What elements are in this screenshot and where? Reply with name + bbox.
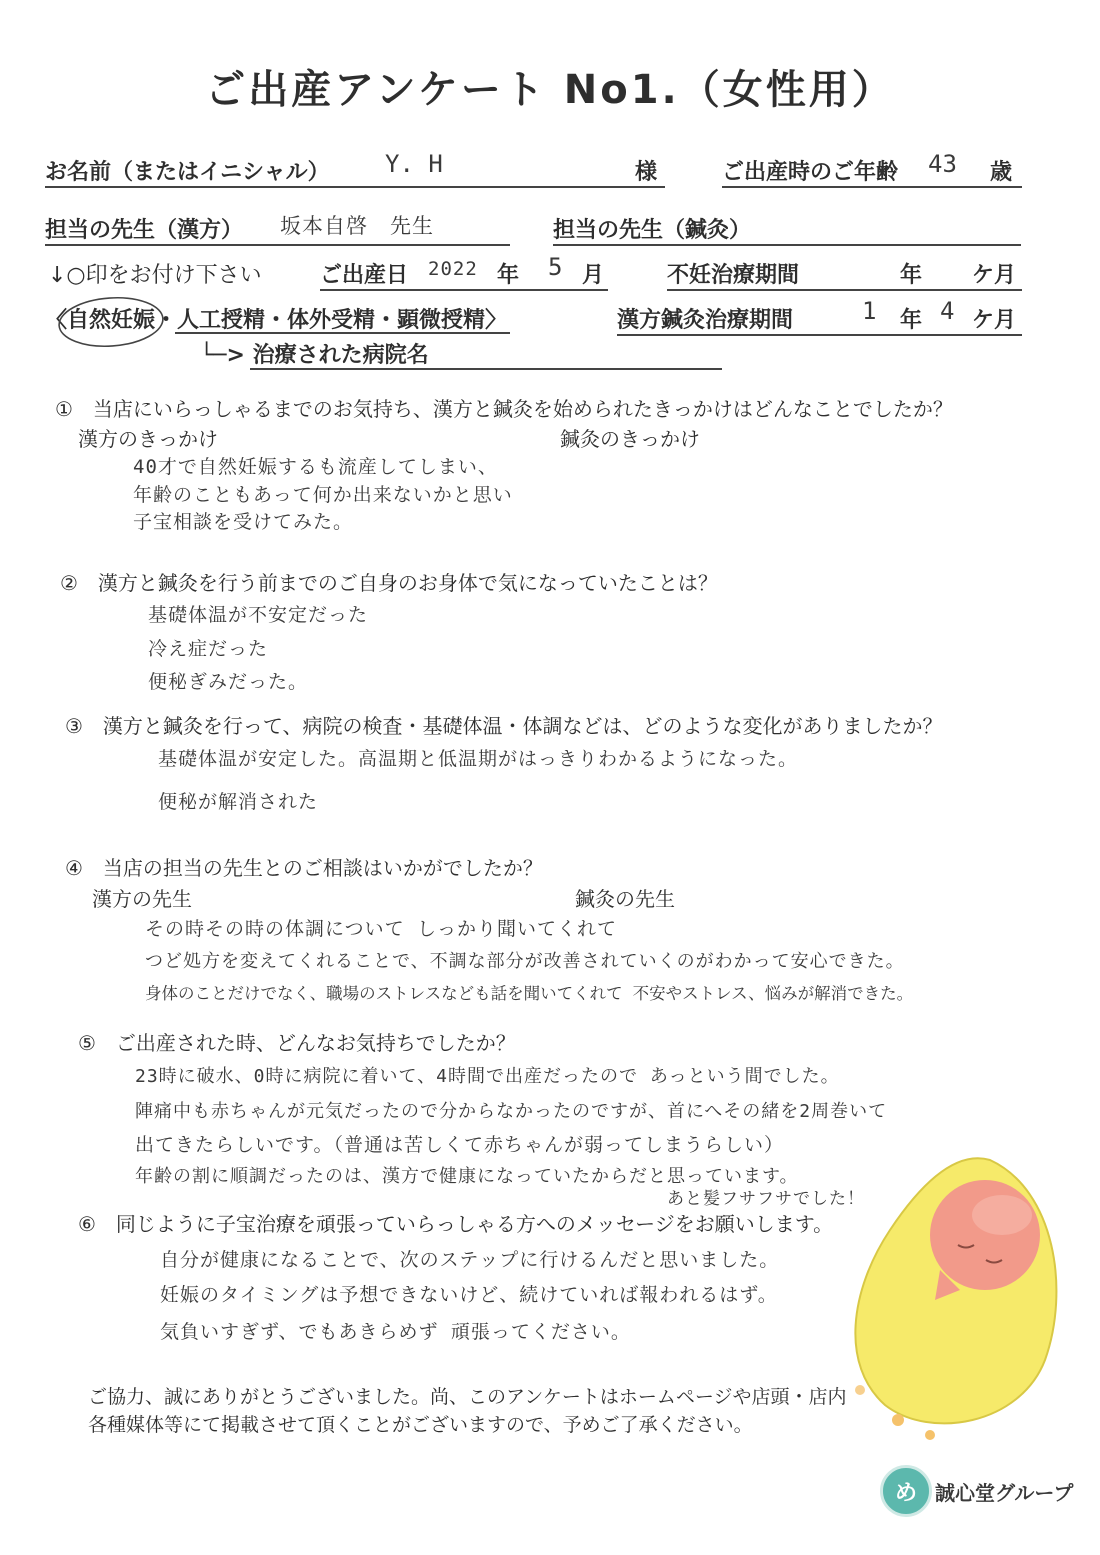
footer-line-1: ご協力、誠にありがとうございました。尚、このアンケートはホームページや店頭・店内 <box>88 1386 847 1408</box>
q1-answer-3: 子宝相談を受けてみた。 <box>133 511 354 533</box>
pregnancy-options-underline <box>175 332 510 334</box>
q3-answer-1: 基礎体温が安定した。高温期と低温期がはっきりわかるようになった。 <box>158 748 799 770</box>
pregnancy-options: 〈自然妊娠・人工授精・体外受精・顕微授精〉 <box>45 308 508 333</box>
q3-answer-2: 便秘が解消された <box>158 791 319 813</box>
name-label: お名前（またはイニシャル） <box>45 160 330 185</box>
q5-answer-4: 年齢の割に順調だったのは、漢方で健康になっていたからだと思っています。 <box>135 1166 799 1187</box>
age-label: ご出産時のご年齢 <box>722 160 899 185</box>
teacher-acu-label: 担当の先生（鍼灸） <box>553 218 752 243</box>
q1-answer-1: 40才で自然妊娠するも流産してしまい、 <box>133 456 498 478</box>
q6-question: ⑥ 同じように子宝治療を頑張っていらっしゃる方へのメッセージをお願いします。 <box>78 1212 834 1236</box>
q4-question: ④ 当店の担当の先生とのご相談はいかがでしたか？ <box>65 856 543 880</box>
q2-question: ② 漢方と鍼灸を行う前までのご自身のお身体で気になっていたことは？ <box>60 571 718 595</box>
q2-answer-2: 冷え症だった <box>148 638 269 660</box>
kampo-period-underline <box>617 334 1022 336</box>
mark-instruction: ↓○印をお付け下さい <box>48 263 262 288</box>
footer-line-2: 各種媒体等にて掲載させて頂くことがございますので、予めご了承ください。 <box>88 1414 753 1436</box>
infertility-period-underline <box>667 289 1022 291</box>
q2-answer-3: 便秘ぎみだった。 <box>148 671 309 693</box>
kampo-year-value: 1 <box>862 297 877 325</box>
birth-date-underline <box>320 289 608 291</box>
selection-circle <box>55 292 170 354</box>
kampo-year-unit: 年 <box>900 308 923 333</box>
name-suffix: 様 <box>635 160 658 185</box>
kampo-month-value: 4 <box>940 297 955 325</box>
q1-kampo-label: 漢方のきっかけ <box>78 427 218 451</box>
birth-month-value: 5 <box>548 253 563 281</box>
baby-egg-illustration <box>840 1150 1080 1450</box>
infertility-month-unit: ケ月 <box>972 263 1017 288</box>
teacher-kampo-label: 担当の先生（漢方） <box>45 218 244 243</box>
infertility-period-label: 不妊治療期間 <box>667 263 800 288</box>
infertility-year-unit: 年 <box>900 263 923 288</box>
q4-answer-2: つど処方を変えてくれることで、不調な部分が改善されていくのがわかって安心できた。 <box>145 951 905 972</box>
brand-logo-mark: め <box>894 1480 917 1506</box>
q6-answer-2: 妊娠のタイミングは予想できないけど、続けていれば報われるはず。 <box>160 1284 778 1306</box>
teacher-kampo-value: 坂本自啓 先生 <box>280 214 434 238</box>
q4-answer-1: その時その時の体調について しっかり聞いてくれて <box>145 918 618 940</box>
q1-answer-2: 年齢のこともあって何か出来ないかと思い <box>133 484 513 506</box>
q6-answer-3: 気負いすぎず、でもあきらめず 頑張ってください。 <box>160 1321 631 1343</box>
age-underline <box>722 186 1022 188</box>
age-value: 43 <box>928 150 957 178</box>
q5-answer-2: 陣痛中も赤ちゃんが元気だったので分からなかったのですが、首にへその緒を2周巻いて <box>135 1101 888 1122</box>
q4-answer-3: 身体のことだけでなく、職場のストレスなども話を聞いてくれて 不安やストレス、悩みが解消できた。 <box>145 984 914 1003</box>
q5-question: ⑤ ご出産された時、どんなお気持ちでしたか？ <box>78 1031 516 1055</box>
teacher-acu-underline <box>553 244 1021 246</box>
q6-answer-1: 自分が健康になることで、次のステップに行けるんだと思いました。 <box>160 1249 780 1271</box>
q5-answer-3: 出てきたらしいです。（普通は苦しくて赤ちゃんが弱ってしまうらしい） <box>135 1134 784 1156</box>
birth-date-label: ご出産日 <box>320 263 409 288</box>
kampo-period-label: 漢方鍼灸治療期間 <box>617 308 794 333</box>
teacher-kampo-underline <box>45 244 510 246</box>
brand-logo <box>880 1465 932 1517</box>
q1-question: ① 当店にいらっしゃるまでのお気持ち、漢方と鍼灸を始められたきっかけはどんなことでしたか？ <box>55 397 953 421</box>
brand-name: 誠心堂グループ <box>935 1481 1074 1505</box>
age-unit: 歳 <box>990 160 1013 185</box>
birth-year-value: 2022 <box>428 258 478 280</box>
q4-acu-label: 鍼灸の先生 <box>575 887 675 911</box>
q5-note: あと髪フサフサでした！ <box>667 1189 865 1209</box>
q4-kampo-label: 漢方の先生 <box>92 887 192 911</box>
birth-year-unit: 年 <box>497 263 520 288</box>
page-title: ご出産アンケート No1.（女性用） <box>205 67 895 113</box>
q1-acu-label: 鍼灸のきっかけ <box>560 427 700 451</box>
q5-answer-1: 23時に破水、0時に病院に着いて、4時間で出産だったので あっという間でした。 <box>135 1066 840 1087</box>
q2-answer-1: 基礎体温が不安定だった <box>148 604 369 626</box>
hospital-label: └─> 治療された病院名 <box>200 343 429 368</box>
hospital-underline <box>250 368 722 370</box>
kampo-month-unit: ケ月 <box>972 308 1017 333</box>
birth-month-unit: 月 <box>582 263 605 288</box>
name-underline <box>45 186 665 188</box>
q3-question: ③ 漢方と鍼灸を行って、病院の検査・基礎体温・体調などは、どのような変化がありましたか？ <box>65 714 943 738</box>
name-value: Y. H <box>385 150 443 178</box>
